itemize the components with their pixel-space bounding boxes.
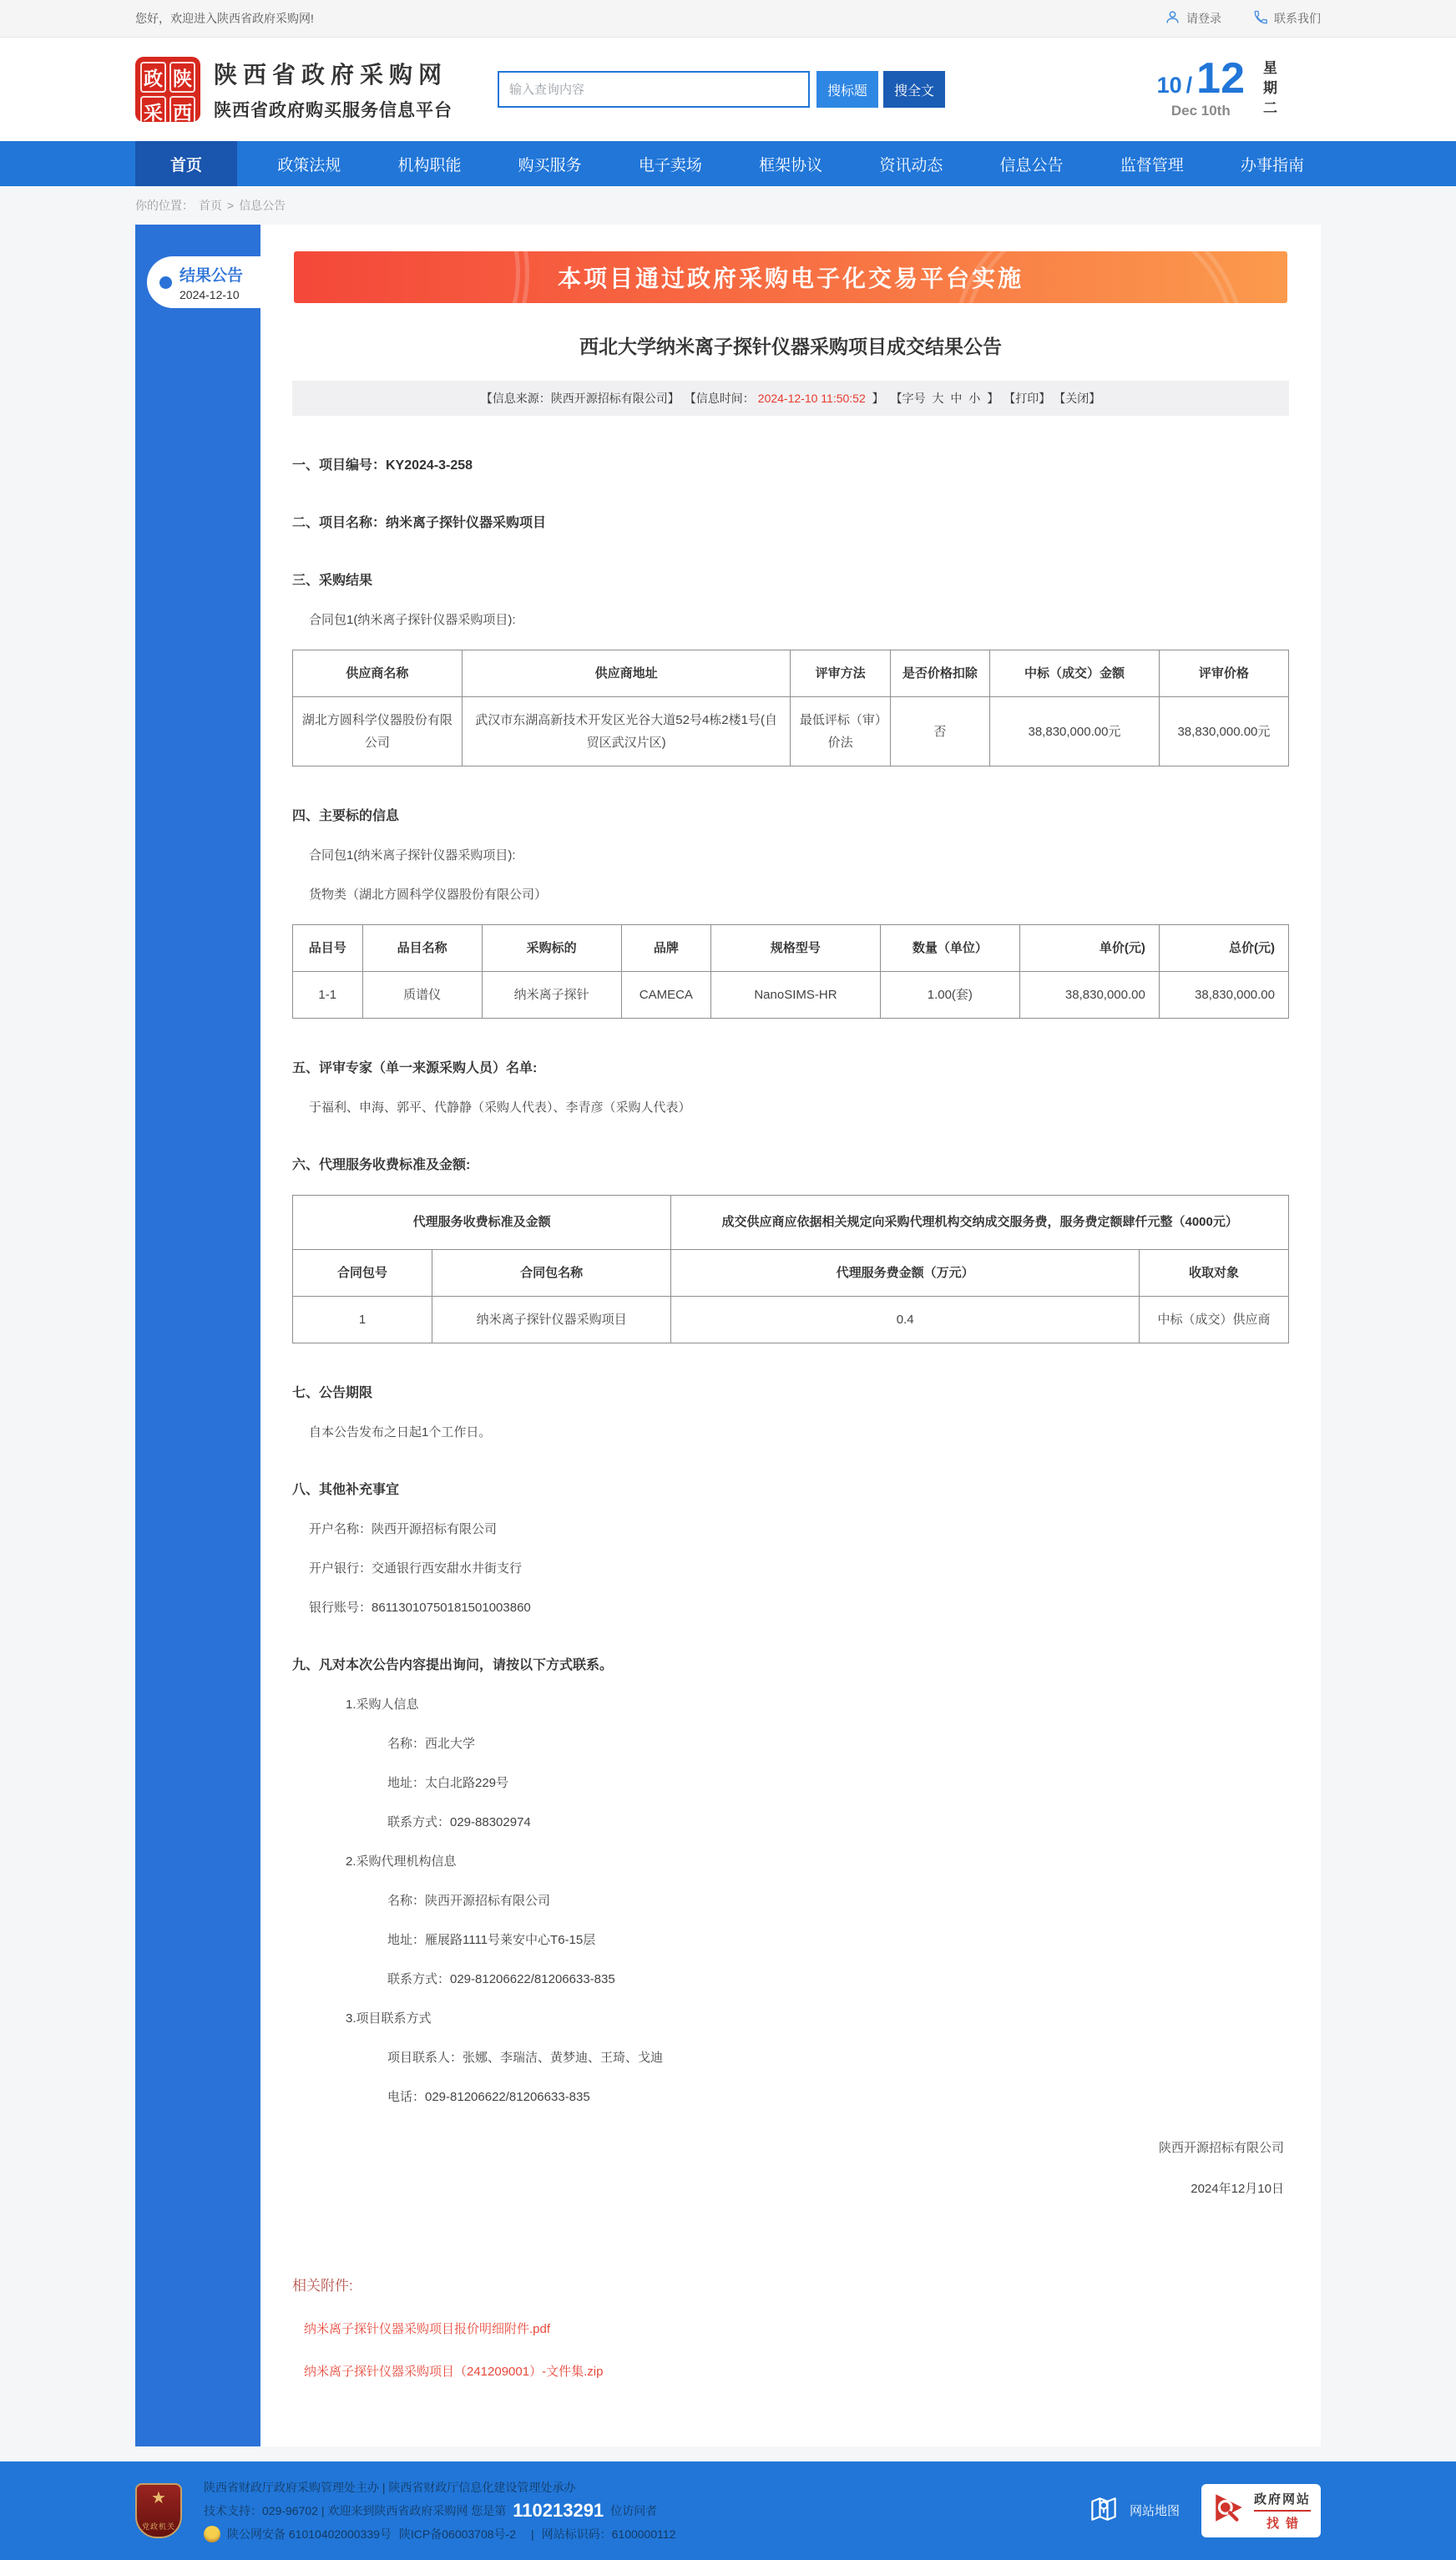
sidebar [135, 225, 260, 2446]
bank-account-line: 银行账号：86113010750181501003860 [309, 1600, 531, 1615]
contact-label: 联系我们 [1274, 12, 1321, 25]
table-cell: 1 [293, 1296, 432, 1343]
table-cell: 武汉市东湖高新技术开发区光谷大道52号4栋2楼1号(自贸区武汉片区) [462, 697, 791, 766]
table-merged-cell: 成交供应商应依据相关规定向采购代理机构交纳成交服务费，服务费定额肆仟元整（4000元） [671, 1196, 1289, 1250]
search-input[interactable] [498, 71, 810, 108]
table-cell: 中标（成交）供应商 [1140, 1296, 1289, 1343]
website-error-report-badge[interactable] [1201, 2484, 1321, 2537]
section-7-paragraph: 自本公告发布之日起1个工作日。 [309, 1424, 492, 1439]
font-size-small-button[interactable]: 小 [968, 392, 981, 405]
sitemap-link[interactable] [1087, 2492, 1180, 2529]
attachment-pdf-link[interactable]: 纳米离子探针仪器采购项目报价明细附件.pdf [304, 2321, 551, 2336]
date-month: 10 [1156, 73, 1182, 98]
login-label: 请登录 [1186, 12, 1221, 25]
footer-beian-line [204, 2526, 1087, 2542]
main-area [135, 225, 1321, 2461]
project-contact-title: 3.项目联系方式 [346, 2011, 432, 2026]
nav-item-guide[interactable]: 办事指南 [1240, 156, 1304, 175]
logo-seal-icon: 政 陕 采 西 [135, 57, 200, 122]
footer-support-line: 技术支持：029-96702 | 欢迎来到陕西省政府采购网 您是第 110213291 位访问者 [204, 2499, 658, 2521]
icp-number: 陕ICP备06003708号-2 [398, 2527, 516, 2541]
project-contact-persons-line: 项目联系人：张娜、李瑞洁、黄梦迪、王琦、戈迪 [387, 2050, 664, 2065]
table-cell: 纳米离子探针 [482, 972, 621, 1019]
sidebar-tab-date: 2024-12-10 [179, 288, 240, 301]
table-header-cell: 总价(元) [1159, 925, 1288, 972]
table-cell: 湖北方圆科学仪器股份有限公司 [293, 697, 463, 766]
nav-item-policy[interactable]: 政策法规 [277, 156, 341, 175]
purchaser-address-line: 地址：太白北路229号 [387, 1775, 509, 1790]
section-5-heading: 五、评审专家（单一来源采购人员）名单: [292, 1061, 538, 1075]
error-badge-subtitle: 找错 [1266, 2516, 1305, 2531]
user-icon [1165, 9, 1180, 28]
date-widget [1156, 54, 1321, 120]
table-header-cell: 合同包名称 [432, 1249, 671, 1296]
welcome-text: 您好，欢迎进入陕西省政府采购网! [135, 12, 314, 25]
search-fulltext-button[interactable]: 搜全文 [883, 71, 945, 108]
meta-bar [292, 381, 1289, 416]
section-7-heading: 七、公告期限 [292, 1385, 373, 1400]
footer-organizer-line: 陕西省财政厅政府采购管理处主办 | 陕西省财政厅信息化建设管理处承办 [204, 2480, 576, 2494]
date-english: Dec 10th [1170, 103, 1231, 119]
search-title-button[interactable]: 搜标题 [816, 71, 878, 108]
table-cell: 38,830,000.00 [1159, 972, 1288, 1019]
footer-right [1087, 2484, 1321, 2537]
table-cell: 最低评标（审）价法 [791, 697, 890, 766]
table-header-cell: 收取对象 [1140, 1249, 1289, 1296]
breadcrumb [135, 186, 1321, 225]
site-header [0, 38, 1456, 141]
map-icon [1087, 2492, 1120, 2529]
public-security-badge-icon [204, 2526, 220, 2542]
table-cell: 纳米离子探针仪器采购项目 [432, 1296, 671, 1343]
table-cell: 38,830,000.00元 [1159, 697, 1288, 766]
table-header-row [293, 1249, 1289, 1296]
agency-address-line: 地址：雁展路1111号莱安中心T6-15层 [387, 1932, 596, 1947]
table-header-cell: 供应商地址 [462, 650, 791, 697]
breadcrumb-home[interactable]: 首页 [199, 199, 222, 212]
table-row [293, 697, 1289, 766]
table-header-cell: 供应商名称 [293, 650, 463, 697]
nav-item-notices[interactable]: 信息公告 [999, 156, 1064, 175]
table-cell: CAMECA [621, 972, 710, 1019]
nav-item-home[interactable]: 首页 [135, 141, 237, 186]
footer-text-block [204, 2475, 1087, 2547]
section-1-project-number: 一、项目编号：KY2024-3-258 [292, 458, 473, 473]
table-cell: NanoSIMS-HR [711, 972, 881, 1019]
agency-contact-line: 联系方式：029-81206622/81206633-835 [387, 1971, 615, 1986]
agency-info-title: 2.采购代理机构信息 [346, 1854, 457, 1869]
contact-link[interactable] [1253, 10, 1321, 28]
close-button[interactable]: 【关闭】 [1054, 392, 1101, 405]
section-4-heading: 四、主要标的信息 [292, 809, 400, 823]
site-subtitle: 陕西省政府购买服务信息平台 [214, 101, 452, 120]
meta-time: 【信息时间： 2024-12-10 11:50:52 】 [684, 392, 884, 405]
error-flag-icon [1211, 2491, 1246, 2530]
footer [0, 2461, 1456, 2560]
table-row [293, 1196, 1289, 1250]
table-header-cell: 品牌 [621, 925, 710, 972]
table-row [293, 1296, 1289, 1343]
purchaser-contact-line: 联系方式：029-88302974 [387, 1814, 531, 1829]
sidebar-tab-result-notice[interactable] [147, 256, 260, 308]
purchaser-name-line: 名称：西北大学 [387, 1736, 476, 1751]
table-header-cell: 品目号 [293, 925, 363, 972]
attachments-label: 相关附件: [292, 2277, 353, 2294]
section-3-heading: 三、采购结果 [292, 574, 373, 588]
signature-date: 2024年12月10日 [1191, 2181, 1284, 2196]
breadcrumb-current[interactable]: 信息公告 [239, 199, 286, 212]
bank-name-line: 开户银行：交通银行西安甜水井街支行 [309, 1561, 523, 1576]
purchaser-info-title: 1.采购人信息 [346, 1697, 419, 1712]
table-header-cell: 评审价格 [1159, 650, 1288, 697]
login-link[interactable] [1165, 9, 1221, 28]
section-5-paragraph: 于福利、申海、郭平、代静静（采购人代表）、李青彦（采购人代表） [309, 1100, 691, 1115]
nav-item-e-market[interactable]: 电子卖场 [638, 156, 702, 175]
government-emblem-icon [135, 2483, 182, 2538]
table-cell: 38,830,000.00 [1019, 972, 1159, 1019]
nav-item-purchase-service[interactable]: 购买服务 [518, 156, 582, 175]
phone-icon [1253, 10, 1268, 28]
table-cell: 1-1 [293, 972, 363, 1019]
print-button[interactable]: 【打印】 [1004, 392, 1051, 405]
section-3-paragraph: 合同包1(纳米离子探针仪器采购项目): [309, 613, 516, 627]
site-logo[interactable] [135, 57, 452, 122]
table-header-cell: 评审方法 [791, 650, 890, 697]
section-2-project-name: 二、项目名称：纳米离子探针仪器采购项目 [292, 516, 547, 530]
table-header-cell: 品目名称 [362, 925, 482, 972]
section-8-heading: 八、其他补充事宜 [292, 1482, 400, 1497]
bid-items-table [292, 924, 1289, 1019]
account-name-line: 开户名称：陕西开源招标有限公司 [309, 1521, 498, 1536]
visitor-count: 110213291 [513, 2499, 604, 2521]
nav-item-framework[interactable]: 框架协议 [759, 156, 823, 175]
table-cell: 否 [890, 697, 989, 766]
breadcrumb-prefix: 你的位置： [135, 199, 194, 212]
font-size-medium-button[interactable]: 中 [950, 392, 963, 405]
date-weekday: 星期二 [1261, 60, 1277, 120]
table-header-row [293, 925, 1289, 972]
date-main: 10 / 12 Dec 10th [1156, 54, 1245, 119]
table-merged-cell: 代理服务收费标准及金额 [293, 1196, 671, 1250]
table-header-row [293, 650, 1289, 697]
table-header-cell: 代理服务费金额（万元） [671, 1249, 1140, 1296]
topbar-links [1133, 9, 1321, 28]
table-header-cell: 是否价格扣除 [890, 650, 989, 697]
table-row [293, 972, 1289, 1019]
table-cell: 0.4 [671, 1296, 1140, 1343]
beian-link[interactable]: 陕公网安备 61010402000339号 [227, 2527, 392, 2541]
signature-company: 陕西开源招标有限公司 [1158, 2140, 1284, 2155]
sitemap-label: 网站地图 [1129, 2504, 1180, 2518]
attachment-zip-link[interactable]: 纳米离子探针仪器采购项目（241209001）-文件集.zip [304, 2364, 604, 2379]
table-cell: 质谱仪 [362, 972, 482, 1019]
sidebar-tab-label: 结果公告 [179, 267, 244, 285]
section-4-paragraph-1: 合同包1(纳米离子探针仪器采购项目): [309, 848, 516, 863]
search-bar [498, 71, 945, 108]
table-header-cell: 合同包号 [293, 1249, 432, 1296]
nav-item-news[interactable]: 资讯动态 [879, 156, 943, 175]
section-9-heading: 九、凡对本次公告内容提出询问，请按以下方式联系。 [292, 1657, 614, 1672]
emblem-label: ★ 党政机关 [141, 2522, 175, 2531]
date-day: 12 [1196, 54, 1245, 103]
table-header-cell: 采购标的 [482, 925, 621, 972]
bullet-dot-icon [159, 276, 172, 289]
nav-item-supervision[interactable]: 监督管理 [1120, 156, 1184, 175]
table-header-cell: 中标（成交）金额 [990, 650, 1160, 697]
meta-fontsize: 【字号 大 中 小 】 [890, 392, 999, 405]
site-title: 陕西省政府采购网 [214, 62, 448, 88]
table-header-cell: 数量（单位） [880, 925, 1019, 972]
project-contact-phone-line: 电话：029-81206622/81206633-835 [387, 2089, 590, 2104]
signature-block [292, 2138, 1289, 2197]
table-header-cell: 单价(元) [1019, 925, 1159, 972]
platform-banner: 本项目通过政府采购电子化交易平台实施 [294, 251, 1287, 303]
agency-fee-table [292, 1195, 1289, 1343]
error-badge-title: 政府网站 [1254, 2490, 1311, 2512]
agency-name-line: 名称：陕西开源招标有限公司 [387, 1893, 551, 1908]
font-size-large-button[interactable]: 大 [932, 392, 944, 405]
topbar [0, 0, 1456, 38]
table-cell: 1.00(套) [880, 972, 1019, 1019]
nav-item-functions[interactable]: 机构职能 [397, 156, 462, 175]
table-cell: 38,830,000.00元 [990, 697, 1160, 766]
breadcrumb-separator: > [227, 199, 235, 212]
section-6-heading: 六、代理服务收费标准及金额: [292, 1158, 471, 1172]
site-code: 网站标识码：6100000112 [541, 2527, 676, 2541]
article-content [260, 225, 1321, 2446]
main-nav [0, 141, 1456, 186]
footer-divider: | [530, 2527, 534, 2541]
attachments [292, 2274, 1289, 2380]
supplier-result-table [292, 650, 1289, 766]
section-4-paragraph-2: 货物类（湖北方圆科学仪器股份有限公司） [309, 888, 548, 902]
table-header-cell: 规格型号 [711, 925, 881, 972]
page-title: 西北大学纳米离子探针仪器采购项目成交结果公告 [579, 336, 1002, 357]
meta-source: 【信息来源：陕西开源招标有限公司】 [480, 392, 680, 405]
